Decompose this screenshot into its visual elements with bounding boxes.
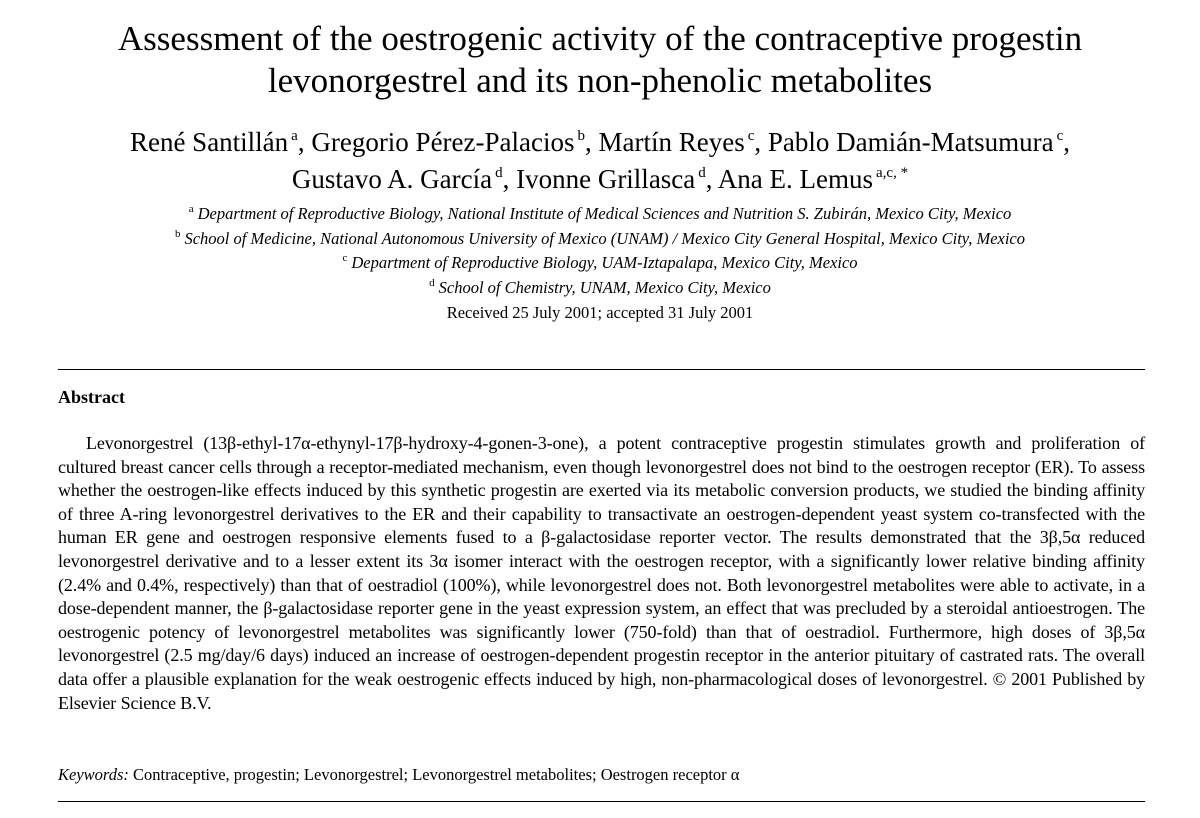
keywords	[58, 764, 739, 786]
top-divider	[58, 369, 1145, 370]
paper-title-line-1: Assessment of the oestrogenic activity of the contraceptive progestin	[117, 19, 1083, 58]
abstract-heading: Abstract	[58, 387, 125, 407]
received-dates: Received 25 July 2001; accepted 31 July 2001	[446, 303, 754, 322]
affiliation-list	[0, 203, 1200, 301]
affiliation-c: $^c$ Department of Reproductive Biology, UAM-Iztapalapa, Mexico City, Mexico	[342, 252, 858, 272]
affiliation-a: $^a$ Department of Reproductive Biology, National Institute of Medical Sciences and Nutrition S. Zubirán, Mexico City, Mexico	[188, 203, 1012, 223]
affiliation-d: $^d$ School of Chemistry, UNAM, Mexico City, Mexico	[429, 276, 771, 297]
author-affiliation-mark: d	[698, 165, 706, 181]
author-line-1: René Santillán $^a$, Gregorio Pérez-Palacios $^b$, Martín Reyes $^c$, Pablo Damián-Matsumura $^c$,	[129, 127, 1071, 157]
author-name: Martín Reyes	[598, 127, 745, 157]
keywords-label: Keywords:	[58, 765, 129, 784]
affiliation-b: $^b$ School of Medicine, National Autonomous University of Mexico (UNAM) / Mexico City General Hospital, Mexico City, Mexico	[174, 227, 1026, 248]
abstract-body: Levonorgestrel (13β-ethyl-17α-ethynyl-17β-hydroxy-4-gonen-3-one), a potent contraceptive progestin stimulates growth and proliferation of cultured breast cancer cells through a receptor-mediated mechanism, even though levonorgestrel does not bind to the oestrogen receptor (ER). To assess whether the oestrogen-like effects induced by this synthetic progestin are exerted via its metabolic conversion products, we studied the binding affinity of three A-ring levonorgestrel derivatives to the ER and their capability to transactivate an oestrogen-dependent yeast system co-transfected with the human ER gene and oestrogen responsive elements fused to a β-galactosidase reporter vector. The results demonstrated that the 3β,5α reduced levonorgestrel derivative and to a lesser extent its 3α isomer interact with the oestrogen receptor, with a significantly lower relative binding affinity (2.4% and 0.4%, respectively) than that of oestradiol (100%), while levonorgestrel does not. Both levonorgestrel metabolites were able to activate, in a dose-dependent manner, the β-galactosidase reporter gene in the yeast expression system, an effect that was precluded by a steroidal antioestrogen. The oestrogenic potency of levonorgestrel metabolites was significantly lower (750-fold) than that of oestradiol. Furthermore, high doses of 3β,5α levonorgestrel (2.5 mg/day/6 days) induced an increase of oestrogen-dependent progestin receptor in the anterior pituitary of castrated rats. The overall data offer a plausible explanation for the weak oestrogenic effects induced by high, non-pharmacological doses of levonorgestrel. © 2001 Published by Elsevier Science B.V.	[58, 433, 1145, 713]
author-affiliation-mark: c	[747, 128, 755, 144]
author-list	[0, 126, 1200, 200]
author-affiliation-mark: c	[1056, 128, 1064, 144]
author-name: Ivonne Grillasca	[516, 164, 696, 194]
author-name: René Santillán	[129, 127, 289, 157]
paper-title	[0, 18, 1200, 102]
author-affiliation-mark: b	[577, 128, 585, 144]
author-affiliation-mark: d	[495, 165, 503, 181]
bottom-divider	[58, 801, 1145, 802]
author-affiliation-mark: a,c, *	[876, 165, 909, 181]
author-affiliation-mark: a	[291, 128, 298, 144]
author-line-2: Gustavo A. García $^d$, Ivonne Grillasca $^d$, Ana E. Lemus $^{a,c, *}$	[291, 164, 909, 194]
author-name: Ana E. Lemus	[717, 164, 874, 194]
author-name: Pablo Damián-Matsumura	[767, 127, 1054, 157]
keywords-text: Contraceptive, progestin; Levonorgestrel; Levonorgestrel metabolites; Oestrogen receptor α	[133, 765, 740, 784]
author-name: Gregorio Pérez-Palacios	[311, 127, 575, 157]
author-name: Gustavo A. García	[291, 164, 493, 194]
paper-title-line-2: levonorgestrel and its non-phenolic metabolites	[267, 61, 933, 100]
